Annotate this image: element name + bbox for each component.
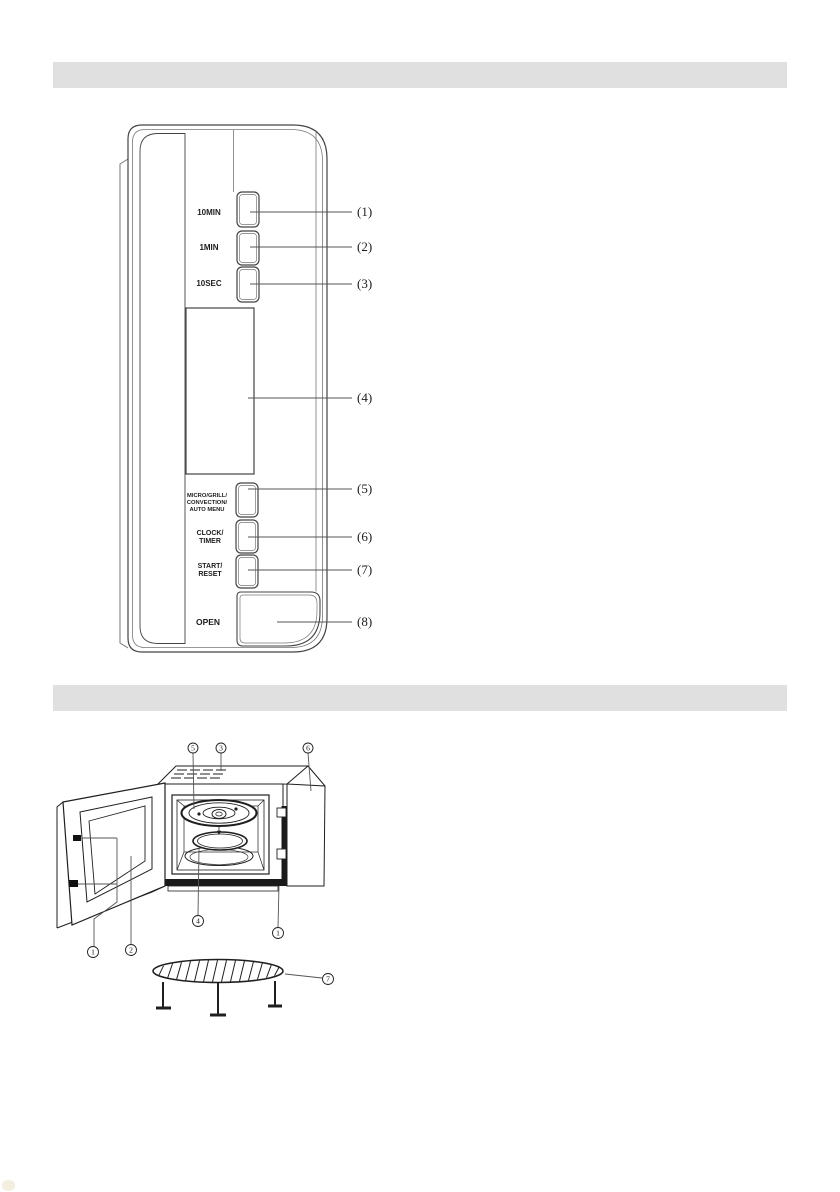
oven-base (168, 886, 278, 891)
grill-rack (153, 960, 283, 1016)
circled-number-1-right: 1 (276, 928, 280, 938)
door-latch-bottom (69, 880, 78, 887)
door-latch-top (73, 835, 81, 841)
callout-label-6: (6) (357, 529, 373, 544)
oven-top-face (156, 766, 308, 786)
label-10min: 10MIN (197, 208, 221, 217)
circled-number-2: 2 (129, 945, 133, 955)
callout-label-4: (4) (357, 390, 373, 405)
label-clock: CLOCK/ (196, 530, 224, 537)
circled-number-5: 5 (191, 743, 195, 753)
label-open: OPEN (195, 617, 221, 627)
label-micro-grill-line1: MICRO/GRILL/ (187, 493, 227, 499)
circled-number-7: 7 (326, 974, 330, 984)
rack-legs (163, 981, 275, 1014)
side-panel (287, 784, 325, 886)
label-micro-grill-line2: CONVECTION/ (186, 500, 228, 506)
plate-dot-right (234, 807, 237, 810)
circled-number-4: 4 (196, 916, 200, 926)
label-timer: TIMER (199, 538, 221, 545)
label-reset: RESET (198, 571, 222, 578)
rack-rim (153, 960, 283, 983)
circled-number-1-left: 1 (91, 947, 95, 957)
latch-receptacle-bottom (277, 849, 286, 859)
callout-label-3: (3) (357, 276, 373, 291)
oven-cavity (172, 795, 269, 874)
callout-line-part7 (285, 974, 322, 978)
turntable-plate (182, 800, 257, 826)
label-10sec: 10SEC (196, 279, 222, 288)
roller-ring (193, 832, 247, 850)
door-gap-shadow (282, 806, 287, 886)
label-micro-grill-line3: AUTO MENU (189, 507, 225, 513)
scan-smudge (2, 1180, 15, 1191)
plate-dot-left (197, 812, 200, 815)
label-1min: 1MIN (199, 243, 219, 252)
label-start: START/ (197, 563, 223, 570)
circled-number-6: 6 (306, 743, 310, 753)
latch-receptacle-top (277, 808, 286, 817)
callout-label-7: (7) (357, 562, 373, 577)
callout-label-5: (5) (357, 481, 373, 496)
front-bottom-band (163, 879, 283, 886)
callout-label-2: (2) (357, 239, 373, 254)
callout-label-1: (1) (357, 204, 373, 219)
circled-number-3: 3 (219, 743, 223, 753)
callout-label-8: (8) (357, 614, 373, 629)
callout-line-part1-right (278, 886, 279, 927)
